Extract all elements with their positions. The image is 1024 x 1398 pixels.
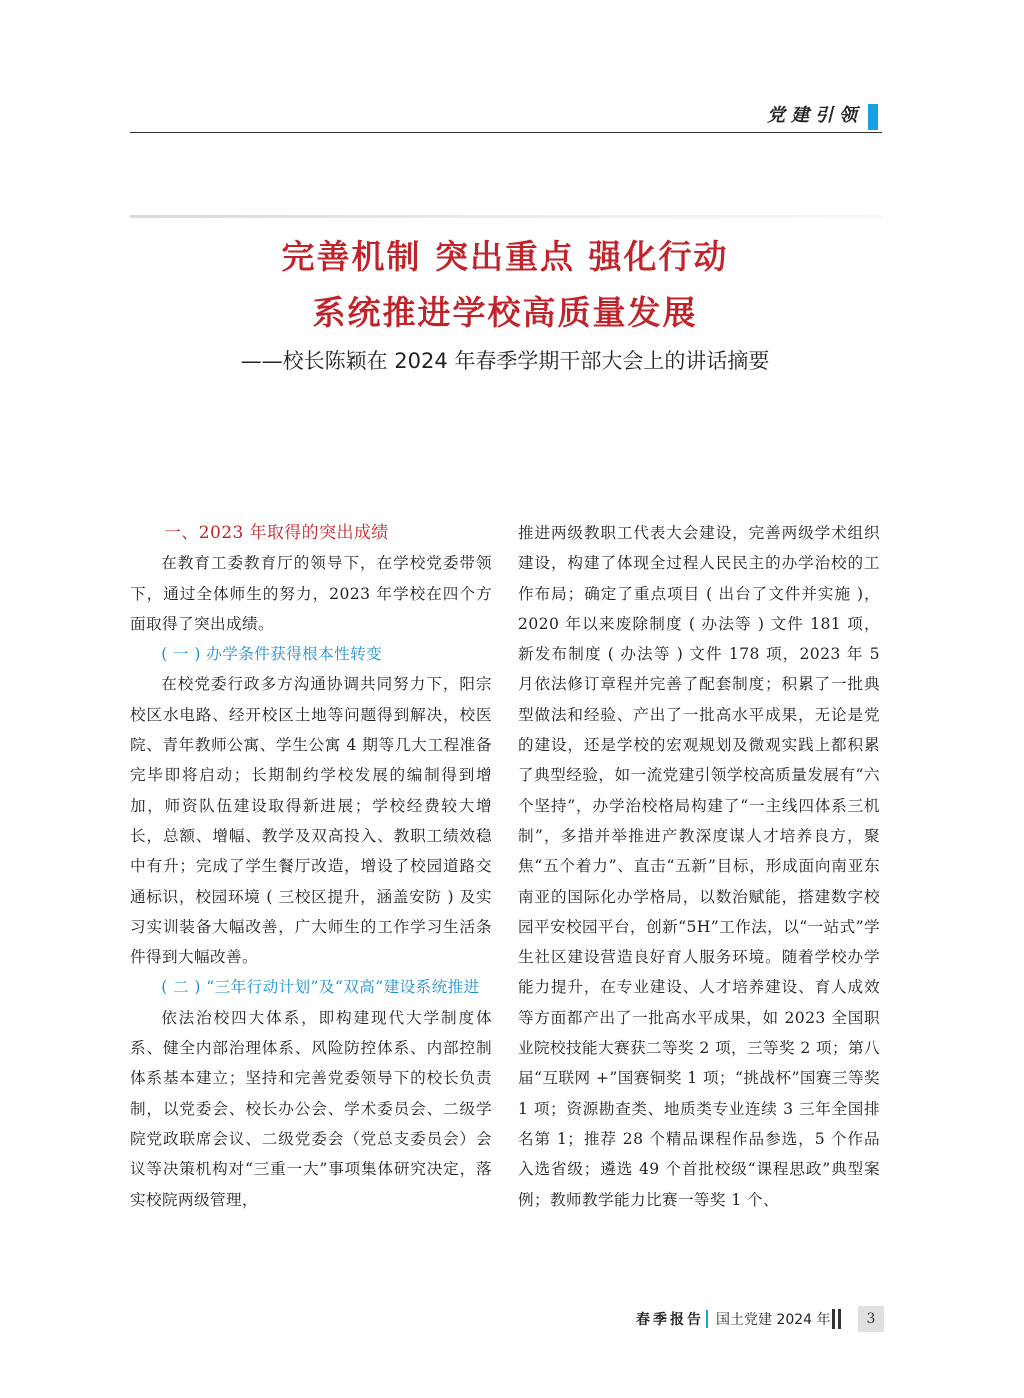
page-number: 3 (858, 1306, 884, 1332)
article-title-line-2: 系统推进学校高质量发展 (312, 293, 698, 332)
section-accent-bar (868, 104, 878, 130)
body-paragraph: 依法治校四大体系，即构建现代大学制度体系、健全内部治理体系、风险防控体系、内部控制体系基本建立；坚持和完善党委领导下的校长负责制，以党委会、校长办公会、学术委员会、二级学院党政联席会议、二级党委会（党总支委员会）会议等决策机构对“三重一大”事项集体研究决定，落实校院两级管理， (130, 1008, 492, 1209)
left-column (130, 518, 492, 1215)
section-heading: 一、2023 年取得的突出成绩 (164, 523, 389, 543)
footer-double-bar-a (832, 1309, 835, 1329)
body-paragraph: 在校党委行政多方沟通协调共同努力下，阳宗校区水电路、经开校区土地等问题得到解决，校医院、青年教师公寓、学生公寓 4 期等几大工程准备完毕即将启动；长期制约学校发展的编制得到增加，师资队伍建设取得新进展；学校经费较大增长，总额、增幅、教学及双高投入、教职工绩效稳中有升；完成了学生餐厅改造，增设了校园道路交通标识，校园环境 ( 三校区提升，涵盖安防 ) 及实习实训装备大幅改善，广大师生的工作学习生活条件得到大幅改善。 (130, 675, 492, 967)
footer-double-bar-b (838, 1309, 841, 1329)
body-paragraph: 推进两级教职工代表大会建设，完善两级学术组织建设，构建了体现全过程人民民主的办学治校的工作布局；确定了重点项目 ( 出台了文件并实施 )，2020 年以来废除制度 ( 办法等 ) 文件 181 项，新发布制度 ( 办法等 ) 文件 178 项，2023 年 5 月依法修订章程并完善了配套制度；积累了一批典型做法和经验、产出了一批高水平成果，无论是党的建设，还是学校的宏观规划及微观实践上都积累了典型经验，如一流党建引领学校高质量发展有“六个坚持”，办学治校格局构建了“一主线四体系三机制”，多措并举推进产教深度谋人才培养良方，聚焦“五个着力”、直击“五新”目标，形成面向南亚东南亚的国际化办学格局，以数治赋能，搭建数字校园平安校园平台，创新“5H”工作法，以“一站式”学生社区建设营造良好育人服务环境。随着学校办学能力提升，在专业建设、人才培养建设、育人成效等方面都产出了一批高水平成果，如 2023 全国职业院校技能大赛获二等奖 2 项，三等奖 2 项；第八届“互联网 +”国赛铜奖 1 项；“挑战杯”国赛三等奖 1 项；资源勘查类、地质类专业连续 3 三年全国排名第 1；推荐 28 个精品课程作品参选，5 个作品入选省级；遴选 49 个首批校级“课程思政”典型案例；教师教学能力比赛一等奖 1 个、 (518, 524, 880, 1209)
subsection-heading: ( 二 ) “三年行动计划”及“双高”建设系统推进 (161, 978, 480, 997)
article-subtitle: ——校长陈颖在 2024 年春季学期干部大会上的讲话摘要 (240, 349, 770, 373)
body-paragraph: 在教育工委教育厅的领导下，在学校党委带领下，通过全体师生的努力，2023 年学校在四个方面取得了突出成绩。 (130, 554, 492, 633)
section-label: 党建引领 (767, 105, 863, 126)
footer-separator (706, 1310, 708, 1328)
footer-report-label: 春季报告 (636, 1312, 704, 1328)
right-column (518, 518, 880, 1215)
header-rule (130, 132, 882, 133)
subsection-heading: ( 一 ) 办学条件获得根本性转变 (161, 645, 383, 664)
article-title-line-1: 完善机制 突出重点 强化行动 (281, 237, 729, 276)
footer-journal-label: 国土党建 2024 年 (716, 1312, 831, 1328)
decorative-rule (130, 215, 882, 218)
